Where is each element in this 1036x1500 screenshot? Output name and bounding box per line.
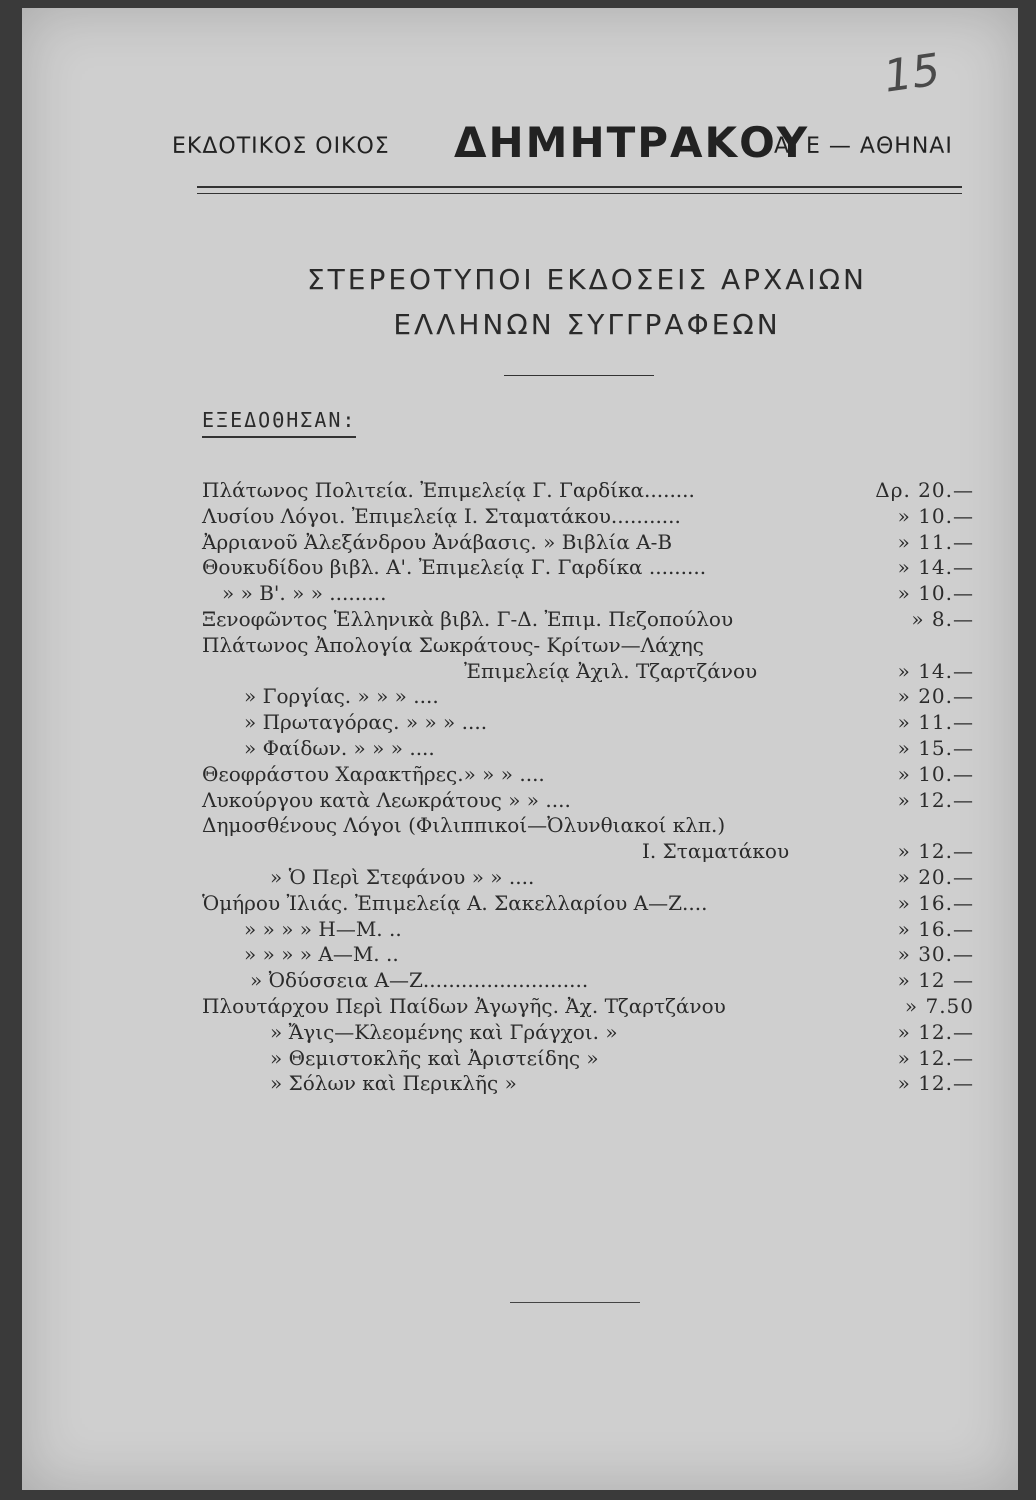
catalogue-entry [202, 736, 982, 762]
section-heading: ΕΞΕΔΟΘΗΣΑΝ: [202, 408, 356, 438]
catalogue-entry [202, 788, 982, 814]
entry-price: » 11.— [897, 710, 974, 735]
entry-title: » Σόλων καὶ Περικλῆς » [270, 1071, 517, 1096]
catalogue-sheet [22, 8, 1018, 1490]
entry-price: » 12 — [897, 968, 974, 993]
entry-price: » 10.— [897, 761, 974, 786]
entry-title: Πλουτάρχου Περὶ Παίδων Ἀγωγῆς. Ἀχ. Τζαρτζάνου [202, 993, 726, 1018]
catalogue-entry [202, 762, 982, 788]
entry-title: » » » » Α—Μ. .. [244, 942, 399, 967]
entry-title: » Φαίδων. » » » .... [244, 735, 435, 760]
title-line-1: ΣΤΕΡΕΟΤΥΠΟΙ ΕΚΔΟΣΕΙΣ ΑΡΧΑΙΩΝ [306, 263, 867, 296]
catalogue-entry [202, 1071, 982, 1097]
entry-price: » 14.— [897, 658, 974, 683]
entry-price: » 20.— [897, 684, 974, 709]
entry-price: » 16.— [897, 916, 974, 941]
entry-title: » Ἄγις—Κλεομένης καὶ Γράγχοι. » [270, 1019, 618, 1044]
catalogue-entry [202, 994, 982, 1020]
entry-price: » 11.— [897, 529, 974, 554]
entry-price: » 12.— [897, 1045, 974, 1070]
catalogue-entry [202, 942, 982, 968]
catalogue-entry [202, 607, 982, 633]
catalogue-entry [202, 865, 982, 891]
entry-title: Λυκούργου κατὰ Λεωκράτους » » .... [202, 787, 571, 812]
catalogue-entry [202, 839, 982, 865]
entry-title: Θουκυδίδου βιβλ. Α'. Ἐπιμελείᾳ Γ. Γαρδίκα ......... [202, 555, 707, 580]
entry-title: Θεοφράστου Χαρακτῆρες.» » » .... [202, 761, 545, 786]
entry-price: » 12.— [897, 1019, 974, 1044]
entry-title: Δημοσθένους Λόγοι (Φιλιππικοί—Ὀλυνθιακοί κλπ.) [202, 813, 726, 838]
header-left: ΕΚΔΟΤΙΚΟΣ ΟΙΚΟΣ [172, 134, 390, 159]
entry-title: » » » » Η—Μ. .. [244, 916, 402, 941]
entry-price: » 7.50 [904, 993, 974, 1018]
entry-price: » 12.— [897, 1071, 974, 1096]
title-divider [504, 375, 654, 376]
folio-number: 15 [880, 44, 944, 103]
entry-title: Ἀρριανοῦ Ἀλεξάνδρου Ἀνάβασις. » Βιβλία Α-Β [202, 529, 673, 554]
entry-price: » 8.— [911, 606, 974, 631]
header-rule-thin [197, 193, 962, 194]
entry-list [202, 478, 982, 1097]
catalogue-entry [202, 633, 982, 659]
entry-title: Ι. Σταματάκου [642, 839, 790, 864]
entry-title: Λυσίου Λόγοι. Ἐπιμελείᾳ Ι. Σταματάκου........... [202, 503, 681, 528]
entry-title: » Γοργίας. » » » .... [244, 684, 439, 709]
catalogue-entry [202, 684, 982, 710]
entry-title: Ὁμήρου Ἰλιάς. Ἐπιμελείᾳ Α. Σακελλαρίου Α—Ζ.... [202, 890, 708, 915]
header-rule [197, 186, 962, 188]
entry-title: » Πρωταγόρας. » » » .... [244, 710, 488, 735]
catalogue-entry [202, 555, 982, 581]
catalogue-entry [202, 917, 982, 943]
entry-title: Ἐπιμελείᾳ Ἀχιλ. Τζαρτζάνου [464, 658, 758, 683]
entry-price: » 12.— [897, 839, 974, 864]
entry-title: Πλάτωνος Ἀπολογία Σωκράτους- Κρίτων—Λάχης [202, 632, 704, 657]
catalogue-entry [202, 659, 982, 685]
entry-price: » 16.— [897, 890, 974, 915]
entry-price: » 10.— [897, 581, 974, 606]
entry-price: » 12.— [897, 787, 974, 812]
catalogue-entry [202, 968, 982, 994]
title-line-2: ΕΛΛΗΝΩΝ ΣΥΓΓΡΑΦΕΩΝ [393, 308, 781, 341]
entry-title: Ξενοφῶντος Ἑλληνικὰ βιβλ. Γ-Δ. Ἐπιμ. Πεζοπούλου [202, 606, 734, 631]
entry-price: » 14.— [897, 555, 974, 580]
catalogue-entry [202, 504, 982, 530]
publisher-header [172, 118, 972, 168]
catalogue-entry [202, 1020, 982, 1046]
header-right: Α. Ε — ΑΘΗΝΑΙ [774, 134, 953, 159]
entry-price: Δρ. 20.— [875, 478, 974, 502]
header-publisher-name: ΔΗΜΗΤΡΑΚΟΥ [454, 118, 810, 167]
entry-price: » 15.— [897, 735, 974, 760]
catalogue-entry [202, 710, 982, 736]
entry-title: » » Β'. » » ......... [222, 581, 387, 606]
entry-title: » Ὁ Περὶ Στεφάνου » » .... [270, 864, 535, 889]
catalogue-entry [202, 813, 982, 839]
end-divider [510, 1302, 640, 1303]
entry-price: » 20.— [897, 864, 974, 889]
catalogue-entry [202, 891, 982, 917]
entry-title: Πλάτωνος Πολιτεία. Ἐπιμελείᾳ Γ. Γαρδίκα........ [202, 478, 695, 502]
entry-price: » 30.— [897, 942, 974, 967]
catalogue-entry [202, 1046, 982, 1072]
entry-title: » Ὀδύσσεια Α—Ζ.......................... [250, 968, 589, 993]
entry-price: » 10.— [897, 503, 974, 528]
entry-title: » Θεμιστοκλῆς καὶ Ἀριστείδης » [270, 1045, 599, 1070]
catalogue-entry [202, 581, 982, 607]
catalogue-entry [202, 478, 982, 504]
catalogue-entry [202, 530, 982, 556]
